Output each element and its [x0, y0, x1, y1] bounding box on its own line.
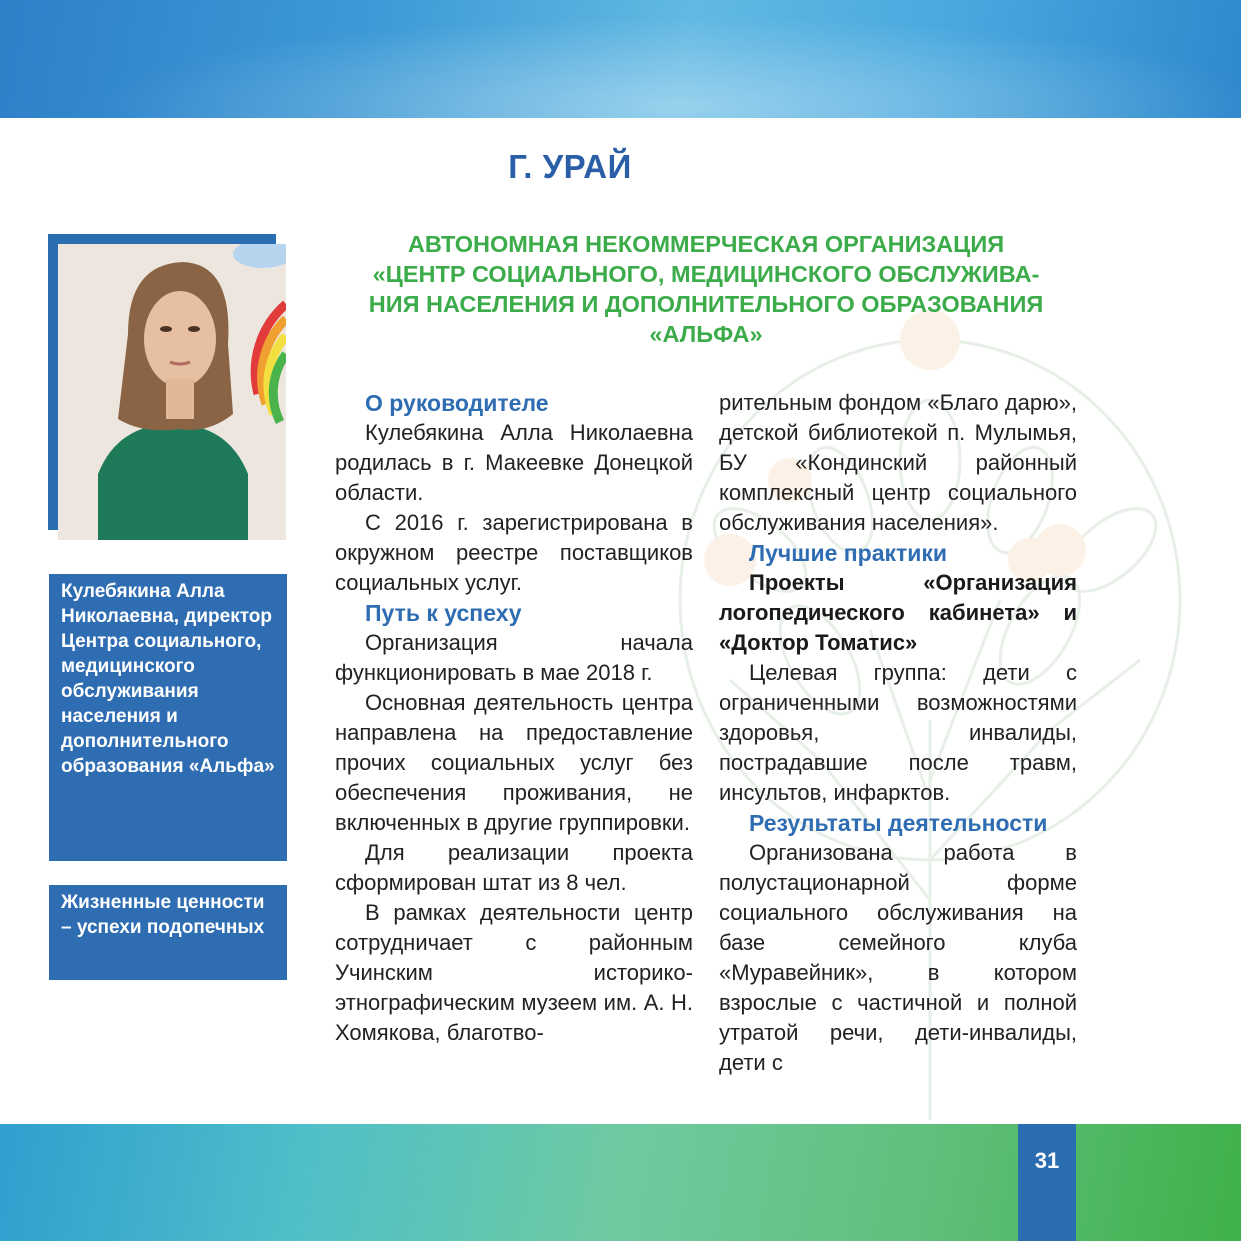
paragraph: Целевая группа: дети с ограниченными возможностями здоровья, инвалиды, пострадавшие после травм, инсультов, инфарктов. — [719, 660, 1077, 805]
director-caption: Кулебякина Алла Николаевна, директор Центра социального, медицинского обслуживания населения и дополнительного образования «Альфа» — [49, 574, 287, 861]
org-title-line: «АЛЬФА» — [649, 321, 763, 347]
paragraph: рительным фондом «Благо дарю», детской библиотекой п. Мулымья, БУ «Кондинский районный комплексный центр социального обслуживания населения». — [719, 390, 1077, 535]
values-caption: Жизненные ценности – успехи подопечных — [49, 885, 287, 980]
top-decorative-band — [0, 0, 1241, 118]
section-heading-results: Результаты деятельности — [749, 810, 1048, 836]
paragraph: В рамках деятельности центр сотрудничает с районным Учинским историко-этнографическим музеем им. А. Н. Хомякова, благотво- — [335, 900, 693, 1045]
city-title: Г. УРАЙ — [508, 148, 632, 185]
text-column-left — [335, 388, 693, 1048]
page-number: 31 — [1018, 1124, 1076, 1241]
projects-paragraph: Проекты «Организация логопедического кабинета» и «Доктор Томатис» — [719, 570, 1077, 655]
paragraph: Организация начала функционировать в мае 2018 г. — [335, 630, 693, 685]
org-title-line: НИЯ НАСЕЛЕНИЯ И ДОПОЛНИТЕЛЬНОГО ОБРАЗОВАНИЯ — [368, 291, 1044, 317]
paragraph: Организована работа в полустационарной форме социального обслуживания на базе семейного клуба «Муравейник», в котором взрослые с частичной и полной утратой речи, дети-инвалиды, дети с — [719, 840, 1077, 1075]
paragraph: Для реализации проекта сформирован штат из 8 чел. — [335, 840, 693, 895]
paragraph: Основная деятельность центра направлена на предоставление прочих социальных услуг без обеспечения проживания, не включенных в другие группировки. — [335, 690, 693, 835]
section-heading-leader: О руководителе — [365, 390, 549, 416]
text-column-right — [719, 388, 1077, 1078]
section-heading-path: Путь к успеху — [365, 600, 522, 626]
org-title-line: АВТОНОМНАЯ НЕКОММЕРЧЕСКАЯ ОРГАНИЗАЦИЯ — [407, 231, 1005, 257]
director-photo — [58, 244, 286, 540]
paragraph: Кулебякина Алла Николаевна родилась в г. Макеевке Донецкой области. — [335, 420, 693, 505]
organization-title — [330, 229, 1082, 349]
portrait-illustration-icon — [58, 244, 286, 540]
org-title-line: «ЦЕНТР СОЦИАЛЬНОГО, МЕДИЦИНСКОГО ОБСЛУЖИВА- — [372, 261, 1040, 287]
section-heading-practices: Лучшие практики — [749, 540, 948, 566]
paragraph: С 2016 г. зарегистрирована в окружном реестре поставщиков социальных услуг. — [335, 510, 693, 595]
